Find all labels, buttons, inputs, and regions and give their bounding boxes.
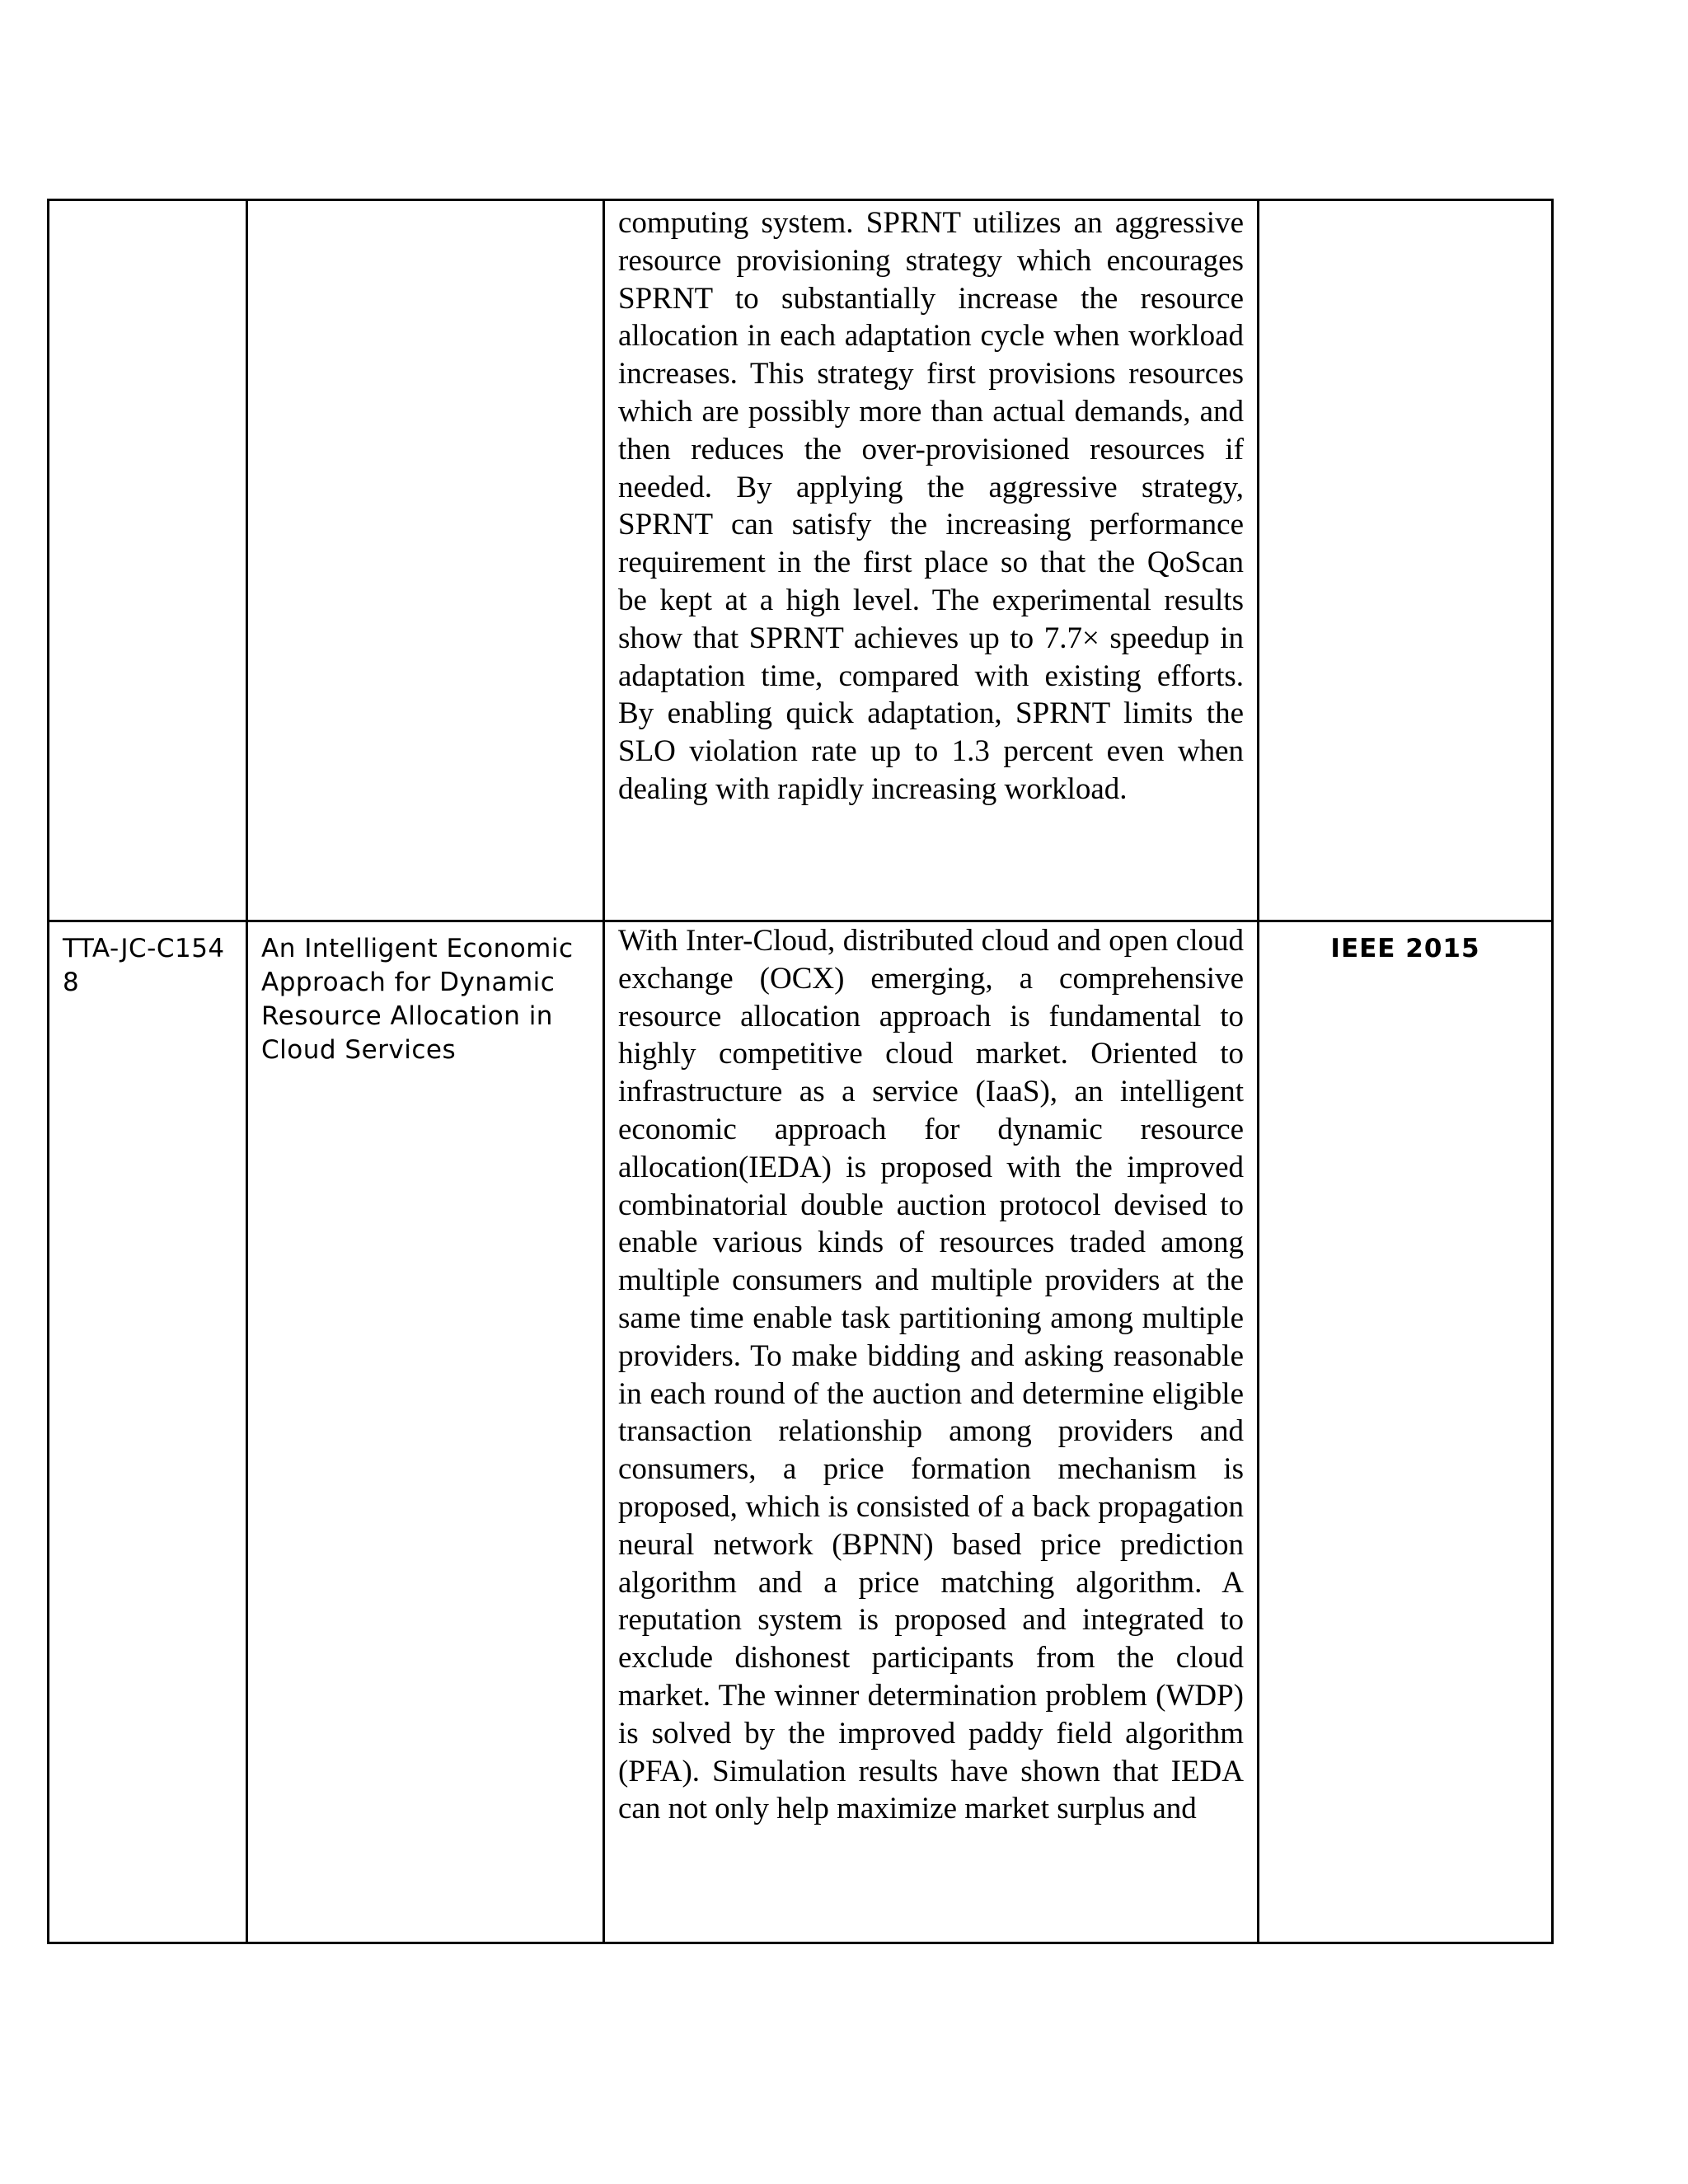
project-title — [248, 201, 603, 211]
project-table — [47, 199, 1554, 1944]
table-row — [49, 200, 1553, 921]
year-cell — [1259, 921, 1553, 1943]
project-year — [1259, 201, 1551, 211]
project-title: An Intelligent Economic Approach for Dynamic Resource Allocation in Cloud Services — [261, 934, 574, 1065]
project-id — [49, 201, 246, 211]
table-row — [49, 921, 1553, 1943]
project-abstract: With Inter-Cloud, distributed cloud and open cloud exchange (OCX) emerging, a comprehensive resource allocation approach is fundamental to highly competitive cloud market. Oriented to infrastructure as a service (IaaS), an intelligent economic approach for dynamic resource allocation(IEDA) is proposed with the improved combinatorial double auction protocol devised to enable various kinds of resources traded among multiple consumers and multiple providers at the same time enable task partitioning among multiple providers. To make bidding and asking reasonable in each round of the auction and determine eligible transaction relationship among providers and consumers, a price formation mechanism is proposed, which is consisted of a back propagation neural network (BPNN) based price prediction algorithm and a price matching algorithm. A reputation system is proposed and integrated to exclude dishonest participants from the cloud market. The winner determination problem (WDP) is solved by the improved paddy field algorithm (PFA). Simulation results have shown that IEDA can not only help maximize market surplus and — [618, 924, 1244, 1826]
project-id-cell — [49, 921, 247, 1943]
project-id-cell — [49, 200, 247, 921]
project-abstract: computing system. SPRNT utilizes an aggressive resource provisioning strategy which encourages SPRNT to substantially increase the resource allocation in each adaptation cycle when workload increases. This strategy first provisions resources which are possibly more than actual demands, and then reduces the over-provisioned resources if needed. By applying the aggressive strategy, SPRNT can satisfy the increasing performance requirement in the first place so that the QoScan be kept at a high level. The experimental results show that SPRNT achieves up to 7.7× speedup in adaptation time, compared with existing efforts. By enabling quick adaptation, SPRNT limits the SLO violation rate up to 1.3 percent even when dealing with rapidly increasing workload. — [618, 206, 1244, 806]
abstract-cell — [604, 200, 1259, 921]
year-cell — [1259, 200, 1553, 921]
abstract-cell — [604, 921, 1259, 1943]
project-title-cell — [247, 200, 604, 921]
project-title-cell — [247, 921, 604, 1943]
project-year: IEEE 2015 — [1330, 934, 1480, 963]
project-id: TTA-JC-C1548 — [63, 934, 225, 997]
